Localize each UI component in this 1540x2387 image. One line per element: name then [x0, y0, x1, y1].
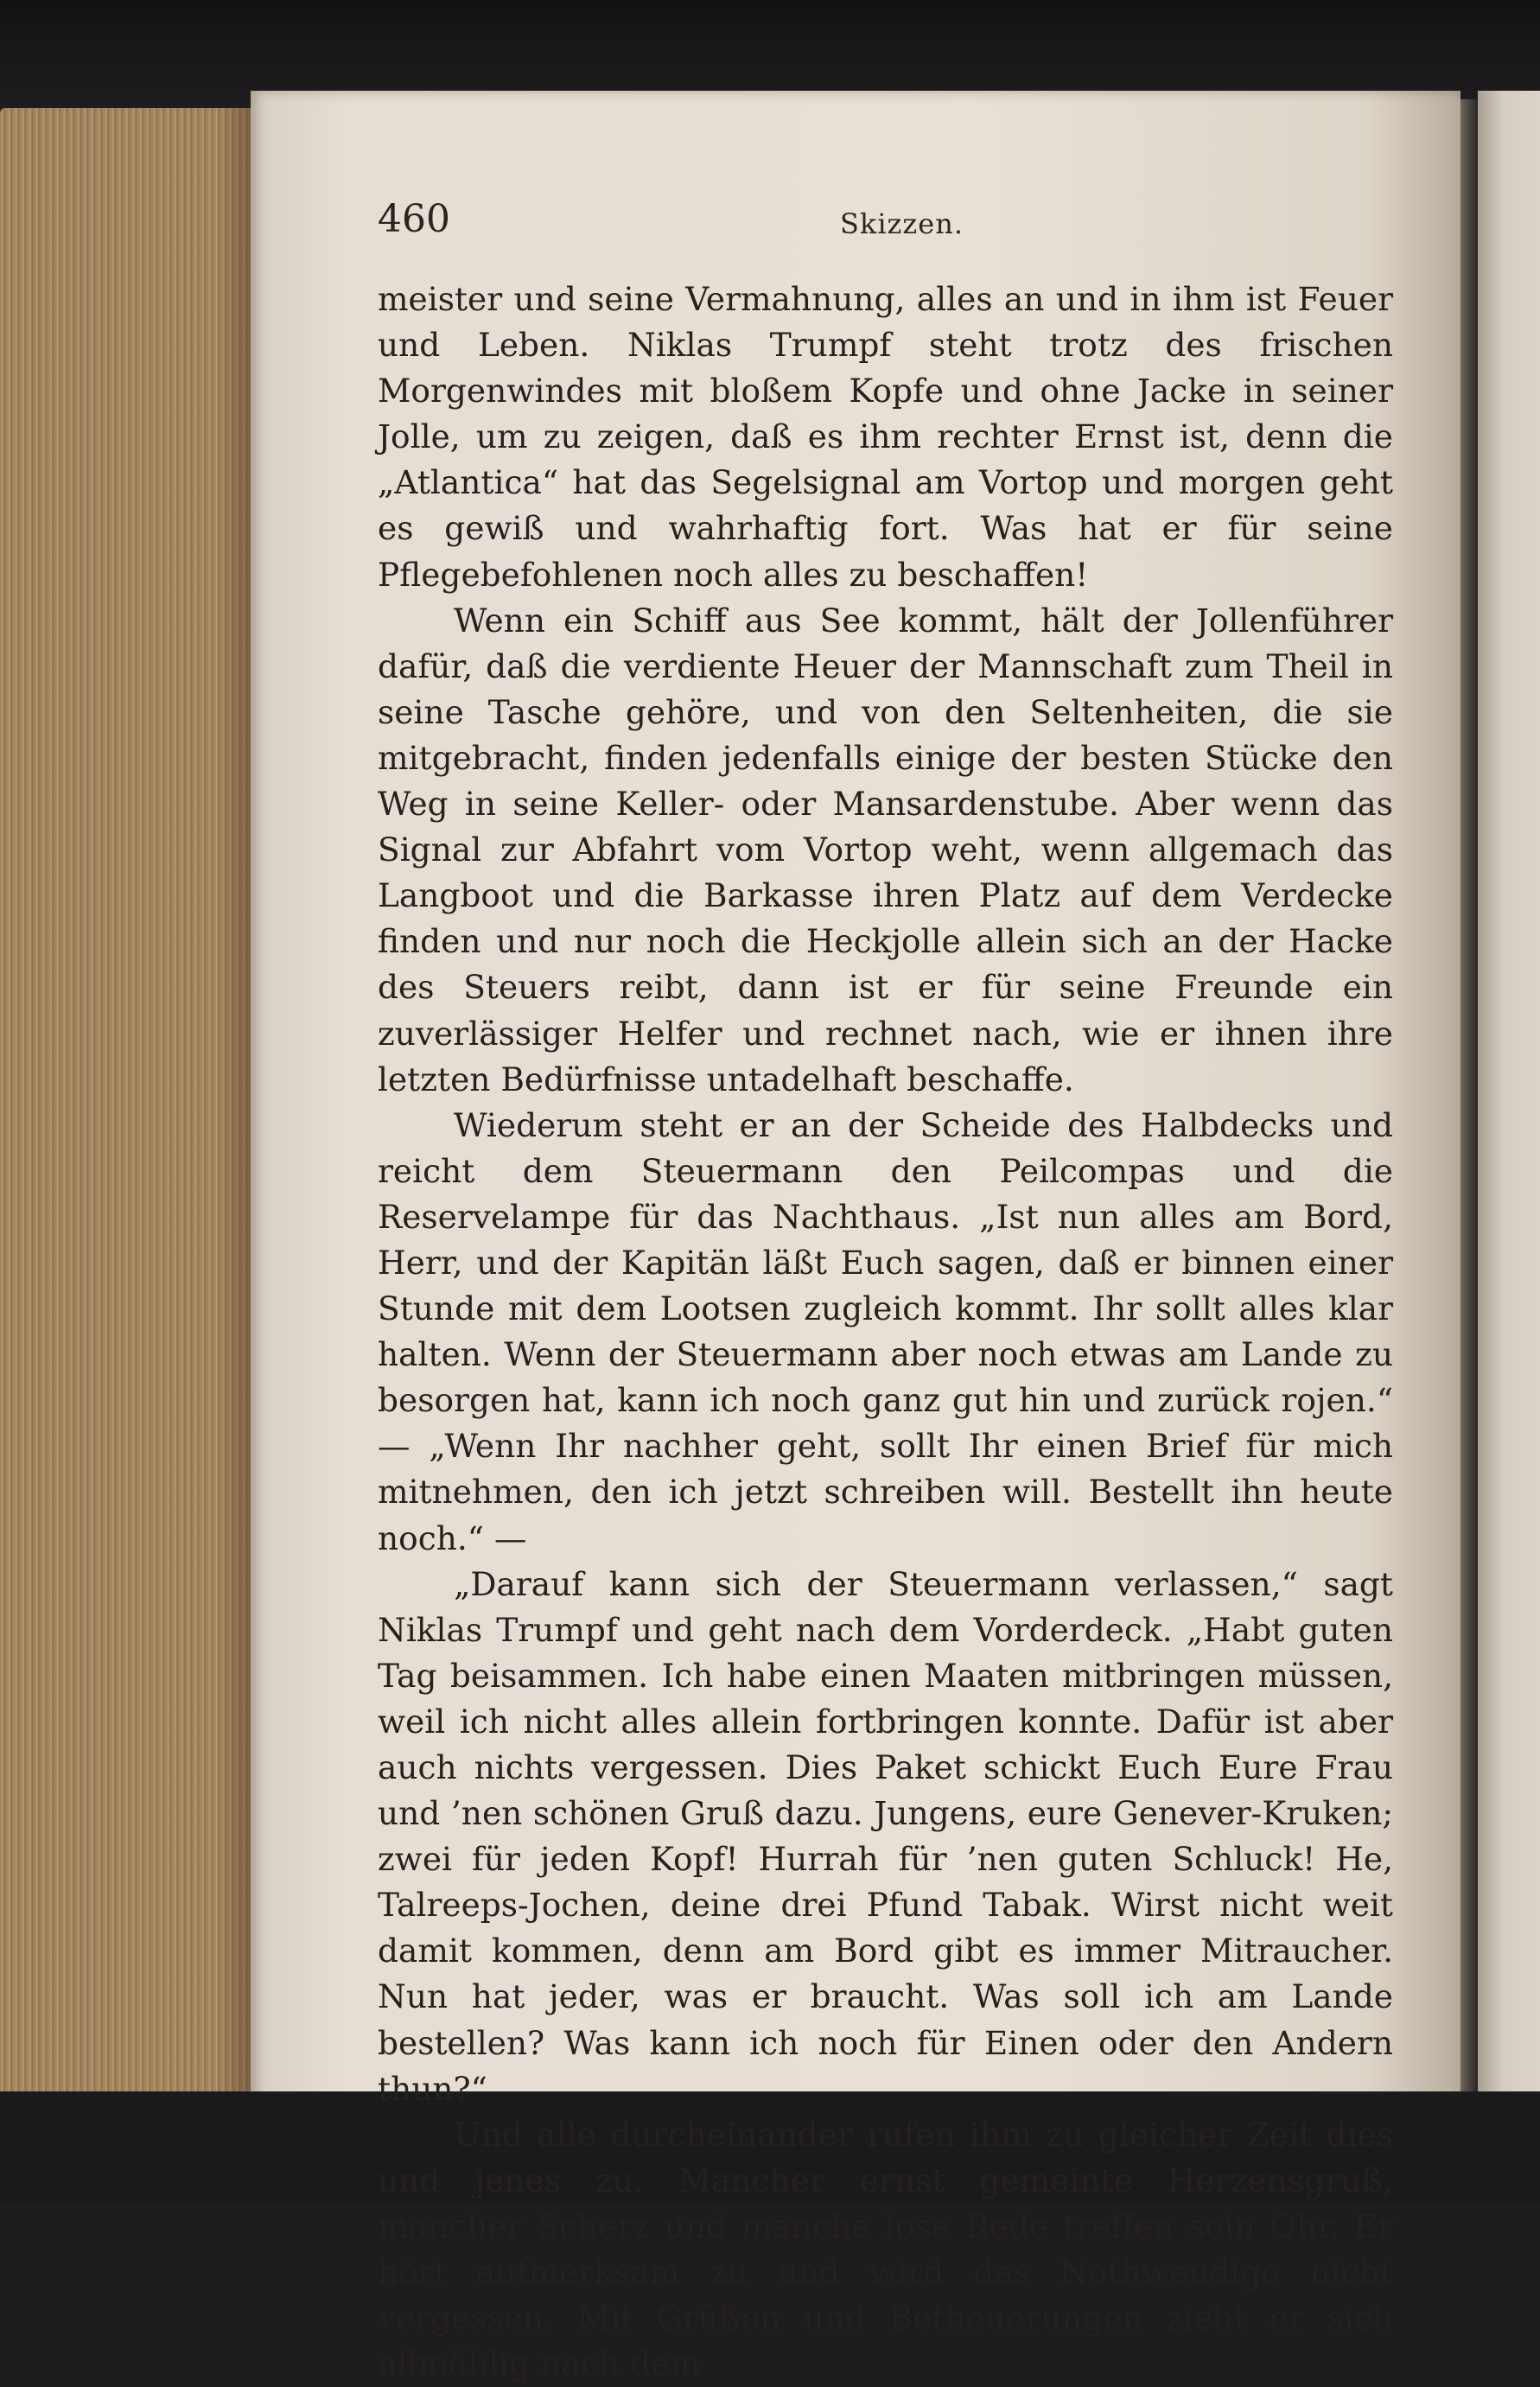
- book-gutter: [1460, 99, 1478, 2104]
- running-head: Skizzen.: [840, 207, 964, 240]
- paragraph: „Darauf kann sich der Steuermann verlassen,“ sagt Niklas Trumpf und geht nach dem Vorderdeck. „Habt guten Tag beisammen. Ich habe einen Maaten mitbringen müssen, weil ich nicht alles allein fortbringen konnte. Dafür ist aber auch nichts vergessen. Dies Paket schickt Euch Eure Frau und ’nen schönen Gruß dazu. Jungens, eure Genever-Kruken; zwei für jeden Kopf! Hurrah für ’nen guten Schluck! He, Talreeps-Jochen, deine drei Pfund Tabak. Wirst nicht weit damit kommen, denn am Bord gibt es immer Mitraucher. Nun hat jeder, was er braucht. Was soll ich am Lande bestellen? Was kann ich noch für Einen oder den Andern thun?“: [378, 1564, 1393, 2108]
- facing-page-edge: [1478, 91, 1540, 2104]
- paragraph: meister und seine Vermahnung, alles an und in ihm ist Feuer und Leben. Niklas Trumpf steht trotz des frischen Morgenwindes mit bloßem Kopfe und ohne Jacke in seiner Jolle, um zu zeigen, daß es ihm rechter Ernst ist, denn die „Atlantica“ hat das Segelsignal am Vortop und morgen geht es gewiß und wahrhaftig fort. Was hat er für seine Pflegebefohlenen noch alles zu beschaffen!: [378, 280, 1393, 594]
- paragraph: Wenn ein Schiff aus See kommt, hält der Jollenführer dafür, daß die verdiente Heuer der Mannschaft zum Theil in seine Tasche gehöre, und von den Seltenheiten, die sie mitgebracht, finden jedenfalls einige der besten Stücke den Weg in seine Keller- oder Mansardenstube. Aber wenn das Signal zur Abfahrt vom Vortop weht, wenn allgemach das Langboot und die Barkasse ihren Platz auf dem Verdecke finden und nur noch die Heckjolle allein sich an der Hacke des Steuers reibt, dann ist er für seine Freunde ein zuverlässiger Helfer und rechnet nach, wie er ihnen ihre letzten Bedürfnisse untadelhaft beschaffe.: [378, 601, 1393, 1098]
- page-number: 460: [378, 197, 450, 241]
- paragraph: Und alle durcheinander rufen ihm zu gleicher Zeit dies und jenes zu. Mancher ernst gemeinte Herzensgruß, mancher Scherz und manche lose Rede treffen sein Ohr. Er hört aufmerksam zu und wird das Nothwendige nicht vergessen. Mit Grüßen und Betheuerungen zieht er sich allmählig nach dem: [378, 2115, 1393, 2384]
- page-header: [378, 197, 1393, 258]
- body-text: [378, 277, 1393, 2387]
- paragraph: Wiederum steht er an der Scheide des Halbdecks und reicht dem Steuermann den Peilcompas und die Reservelampe für das Nachthaus. „Ist nun alles am Bord, Herr, und der Kapitän läßt Euch sagen, daß er binnen einer Stunde mit dem Lootsen zugleich kommt. Ihr sollt alles klar halten. Wenn der Steuermann aber noch etwas am Lande zu besorgen hat, kann ich noch ganz gut hin und zurück rojen.“ — „Wenn Ihr nachher geht, sollt Ihr einen Brief für mich mitnehmen, den ich jetzt schreiben will. Bestellt ihn heute noch.“ —: [378, 1105, 1393, 1557]
